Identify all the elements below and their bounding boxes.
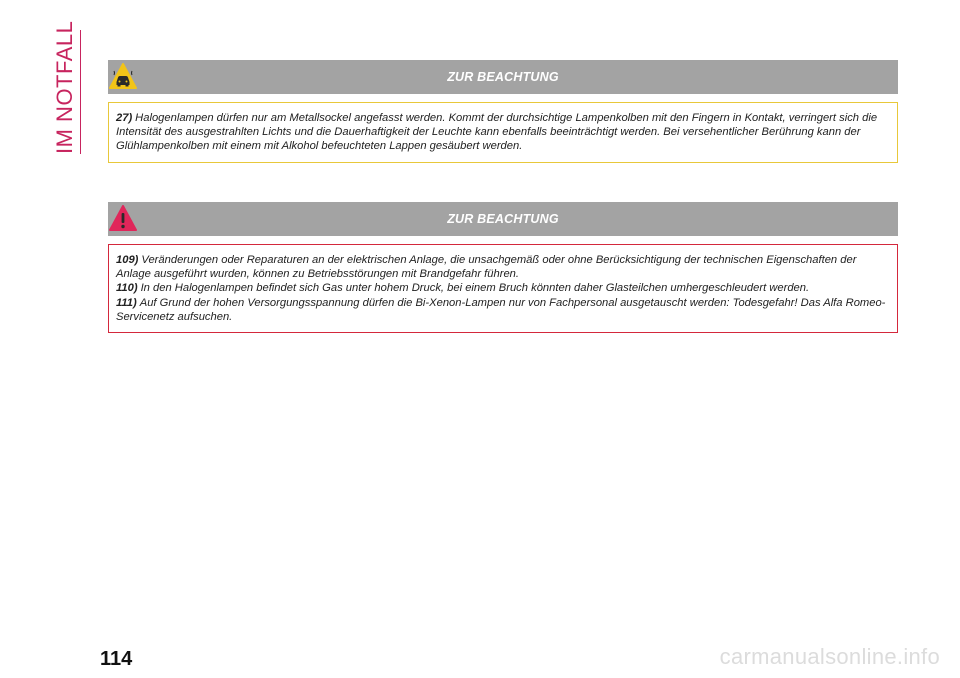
warning-box-header	[108, 202, 898, 236]
note-text: Auf Grund der hohen Versorgungsspannung dürfen die Bi-Xenon-Lampen nur von Fachpersonal ausgetauscht werden: Todesgefahr! Das Alfa Romeo-Servicenetz aufsuchen.	[116, 296, 886, 323]
note-number: 110)	[116, 282, 138, 295]
note-text: Halogenlampen dürfen nur am Metallsockel angefasst werden. Kommt der durchsichtige Lampenkolben mit den Fingern in Kontakt, verringert sich die Intensität des ausgestrahlten Lichts und die Dauerhaftigkeit der Leuchte kann ebenfalls beeinträchtigt werden. Bei versehentlicher Berührung kann der Glühlampenkolben mit einem mit Alkohol befeuchteten Lappen gesäubert werden.	[116, 112, 878, 153]
note-text: In den Halogenlampen befindet sich Gas unter hohem Druck, bei einem Bruch könnten daher Glasteilchen umhergeschleudert werden.	[140, 282, 810, 295]
note-number: 27)	[116, 112, 133, 124]
note-27	[116, 111, 890, 154]
warning-box-title: ZUR BEACHTUNG	[447, 212, 559, 226]
note-number: 111)	[116, 296, 137, 309]
notice-box	[108, 60, 898, 163]
note-110	[116, 281, 890, 295]
warning-box	[108, 202, 898, 333]
note-number: 109)	[116, 254, 139, 266]
notice-box-title: ZUR BEACHTUNG	[447, 70, 559, 84]
notice-box-body	[108, 102, 898, 163]
page-number: 114	[100, 648, 133, 670]
note-text: Veränderungen oder Reparaturen an der elektrischen Anlage, die unsachgemäß oder ohne Berücksichtigung der technischen Eigenschaften der Anlage ausgeführt wurden, können zu Betriebsstörungen mit Brandgefahr führen.	[116, 254, 857, 281]
section-tab-rule	[80, 30, 81, 154]
notice-box-header	[108, 60, 898, 94]
section-tab-label: IM NOTFALL	[52, 20, 77, 154]
section-tab	[52, 20, 78, 154]
note-109	[116, 253, 890, 281]
warning-box-body	[108, 244, 898, 333]
watermark: carmanualsonline.info	[719, 644, 940, 669]
note-111	[116, 296, 890, 324]
danger-warning-icon	[108, 204, 138, 232]
vehicle-damage-warning-icon	[108, 62, 138, 90]
